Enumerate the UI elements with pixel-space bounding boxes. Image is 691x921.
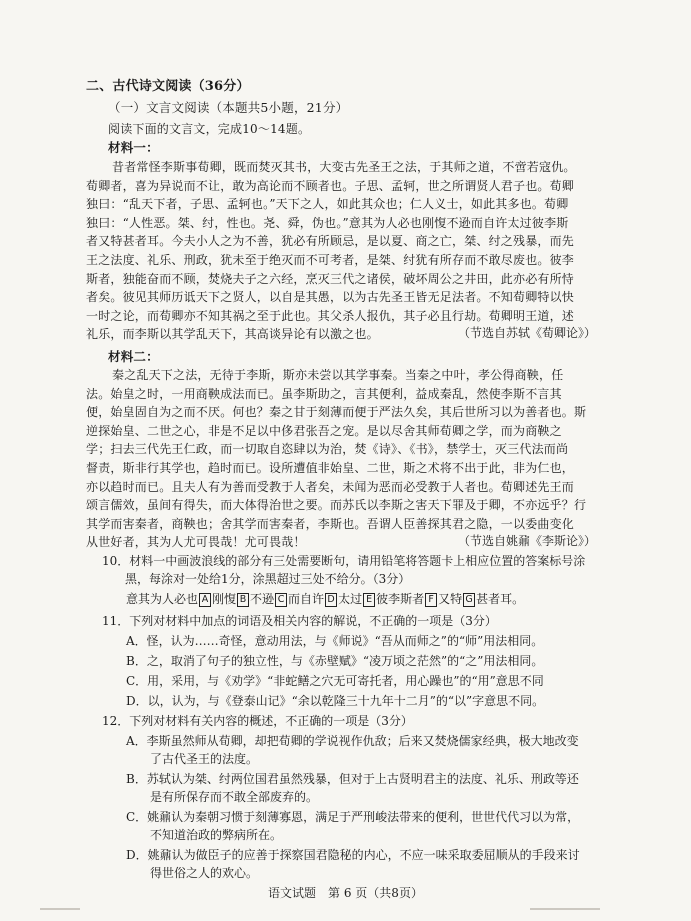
q10-part: 彼李斯者 — [376, 592, 425, 606]
q11-option-c[interactable]: C．用，采用，与《劝学》“非蛇鳝之穴无可寄托者，用心躁也”的“用”意思不同 — [126, 674, 544, 688]
passage-line: 其学而害秦者，商鞅也；舍其学而害秦者，李斯也。吾谓人臣善探其君之隐，一以委曲变化 — [86, 516, 575, 531]
q10-answer-line — [126, 590, 524, 608]
passage-line: 秦之乱天下之法，无待于李斯，斯亦未尝以其学事秦。当秦之中叶，孝公得商鞅，任 — [112, 368, 564, 382]
q10-stem-line1: 10．材料一中画波浪线的部分有三处需要断句，请用铅笔将答题卡上相应位置的答案标号涂 — [102, 554, 586, 568]
answer-box-f[interactable]: F — [425, 593, 437, 607]
q12-option-c-cont: 不知道治政的弊病所在。 — [150, 828, 283, 842]
subsection-title: （一）文言文阅读（本题共5小题，21分） — [108, 100, 349, 115]
q12-option-d-cont: 得世俗之人的欢心。 — [150, 866, 259, 880]
passage-line: 一时之论，而荀卿亦不知其祸之至于此也。其父杀人报仇，其子必且行劫。荀卿明王道，述 — [86, 308, 575, 323]
passage-line: 便，始皇固自为之而不厌。何也？秦之甘于刻薄而便于严法久矣，其后世所习以为善者也。斯 — [86, 405, 587, 420]
passage-line: 斯者，独能奋而不顾，焚烧夫子之六经，烹灭三代之诸侯，破坏周公之井田，此亦必有所恃 — [86, 271, 575, 286]
section-title: 二、古代诗文阅读（36分） — [86, 79, 250, 94]
answer-box-a[interactable]: A — [199, 593, 211, 607]
scan-artifact — [40, 908, 80, 910]
passage-line: 昔者常怪李斯事荀卿，既而焚灭其书，大变古先圣王之法，于其师之道，不啻若寇仇。 — [112, 160, 576, 174]
q10-part: 甚者耳。 — [476, 592, 525, 606]
q12-stem: 12．下列对材料有关内容的概述，不正确的一项是（3分） — [102, 714, 413, 728]
q12-option-a[interactable]: A．李斯虽然师从荀卿，却把荀卿的学说视作仇敌；后来又焚烧儒家经典，极大地改变 — [126, 734, 579, 748]
material2-label: 材料二： — [108, 349, 159, 364]
answer-box-c[interactable]: C — [275, 593, 287, 607]
q11-option-d[interactable]: D．以，认为，与《登泰山记》“余以乾隆三十九年十二月”的“以”字意思不同。 — [126, 694, 545, 708]
passage-line: 从世好者，其为人尤可畏哉！尤可畏哉！ — [86, 535, 306, 550]
q10-stem-line2: 黑，每涂对一处给1分，涂黑超过三处不给分。（3分） — [125, 572, 411, 586]
q12-option-b-cont: 是有所保存而不敢全部废弃的。 — [150, 790, 319, 804]
passage-line: 王之法度、礼乐、刑政，犹未至于绝灭而不可考者，是桀、纣犹有所存而不敢尽废也。彼李 — [86, 253, 575, 267]
q11-option-a[interactable]: A．怪，认为……奇怪，意动用法，与《师说》“吾从而师之”的“师”用法相同。 — [126, 634, 544, 648]
q12-option-d[interactable]: D．姚鼐认为做臣子的应善于探察国君隐秘的内心，不应一味采取委屈顺从的手段来讨 — [126, 848, 580, 862]
q12-option-b[interactable]: B．苏轼认为桀、纣两位国君虽然残暴，但对于上古贤明君主的法度、礼乐、刑政等还 — [126, 772, 579, 786]
passage-line: 独曰：“人性恶。桀、纣，性也。尧、舜，伪也。”意其为人必也刚愎不逊而自许太过彼李斯 — [86, 215, 569, 230]
q10-part: 而自许 — [288, 592, 325, 606]
q11-stem: 11．下列对材料中加点的词语及相关内容的解说，不正确的一项是（3分） — [102, 614, 497, 628]
passage-line: 亦以趋时而已。且夫人有为善而受教于人者矣，未闻为恶而必受教于人者也。荀卿述先王而 — [86, 479, 575, 494]
instructions: 阅读下面的文言文，完成10～14题。 — [108, 122, 311, 136]
scan-artifact — [530, 908, 600, 910]
q10-part: 不逊 — [250, 592, 275, 606]
q10-part: 又特 — [438, 592, 463, 606]
passage-line: 逆探始皇、二世之心，非是不足以中侈君张吾之宠。是以尽舍其师荀卿之学，而为商鞅之 — [86, 423, 562, 438]
material1-label: 材料一： — [108, 140, 159, 155]
page-footer: 语文试题 第 6 页（共8页） — [268, 886, 423, 900]
q12-option-c[interactable]: C．姚鼐认为秦朝习惯于刻薄寡恩，满足于严刑峻法带来的便利，世世代代习以为常， — [126, 810, 580, 824]
answer-box-b[interactable]: B — [237, 593, 249, 607]
passage-line: 学；扫去三代先王仁政，而一切取自恣肆以为治，焚《诗》、《书》，禁学士，灭三代法而尚 — [86, 442, 569, 457]
q10-part: 刚愎 — [212, 592, 237, 606]
q10-part: 太过 — [338, 592, 363, 606]
answer-box-d[interactable]: D — [325, 593, 337, 607]
passage-line: 颂言儒效，虽间有得失，而大体得治世之要。而苏氏以李斯之害天下罪及于卿，不亦远乎？行 — [86, 498, 587, 513]
answer-box-e[interactable]: E — [363, 593, 375, 607]
q12-option-a-cont: 了古代圣王的法度。 — [150, 752, 259, 766]
passage-line: 礼乐，而李斯以其学乱天下，其高谈异论有以激之也。 — [86, 327, 379, 342]
passage-line: 法。始皇之时，一用商鞅成法而已。虽李斯助之，言其便利，益成秦乱，然使李斯不言其 — [86, 386, 562, 401]
passage-line: 督责，斯非行其学也，趋时而已。设所遭值非始皇、二世，斯之术将不出于此，非为仁也， — [86, 461, 575, 475]
material2-source: （节选自姚鼐《李斯论》） — [458, 534, 597, 548]
q11-option-b[interactable]: B．之，取消了句子的独立性，与《赤壁赋》“凌万顷之茫然”的“之”用法相同。 — [126, 654, 544, 668]
passage-line: 者矣。彼见其师历诋天下之贤人，以自是其愚，以为古先圣王皆无足法者。不知荀卿特以快 — [86, 290, 575, 305]
answer-box-g[interactable]: G — [463, 593, 475, 607]
q10-part: 意其为人必也 — [126, 592, 199, 606]
passage-line: 荀卿者，喜为异说而不让，敢为高论而不顾者也。子思、孟轲，世之所谓贤人君子也。荀卿 — [86, 178, 575, 193]
material1-source: （节选自苏轼《荀卿论》） — [458, 326, 597, 340]
passage-line: 独曰：“乱天下者，子思、孟轲也。”天下之人，如此其众也；仁人义士，如此其多也。荀卿 — [86, 197, 569, 212]
passage-line: 者又特甚者耳。今夫小人之为不善，犹必有所顾忌，是以夏、商之亡，桀、纣之残暴，而先 — [86, 234, 575, 249]
